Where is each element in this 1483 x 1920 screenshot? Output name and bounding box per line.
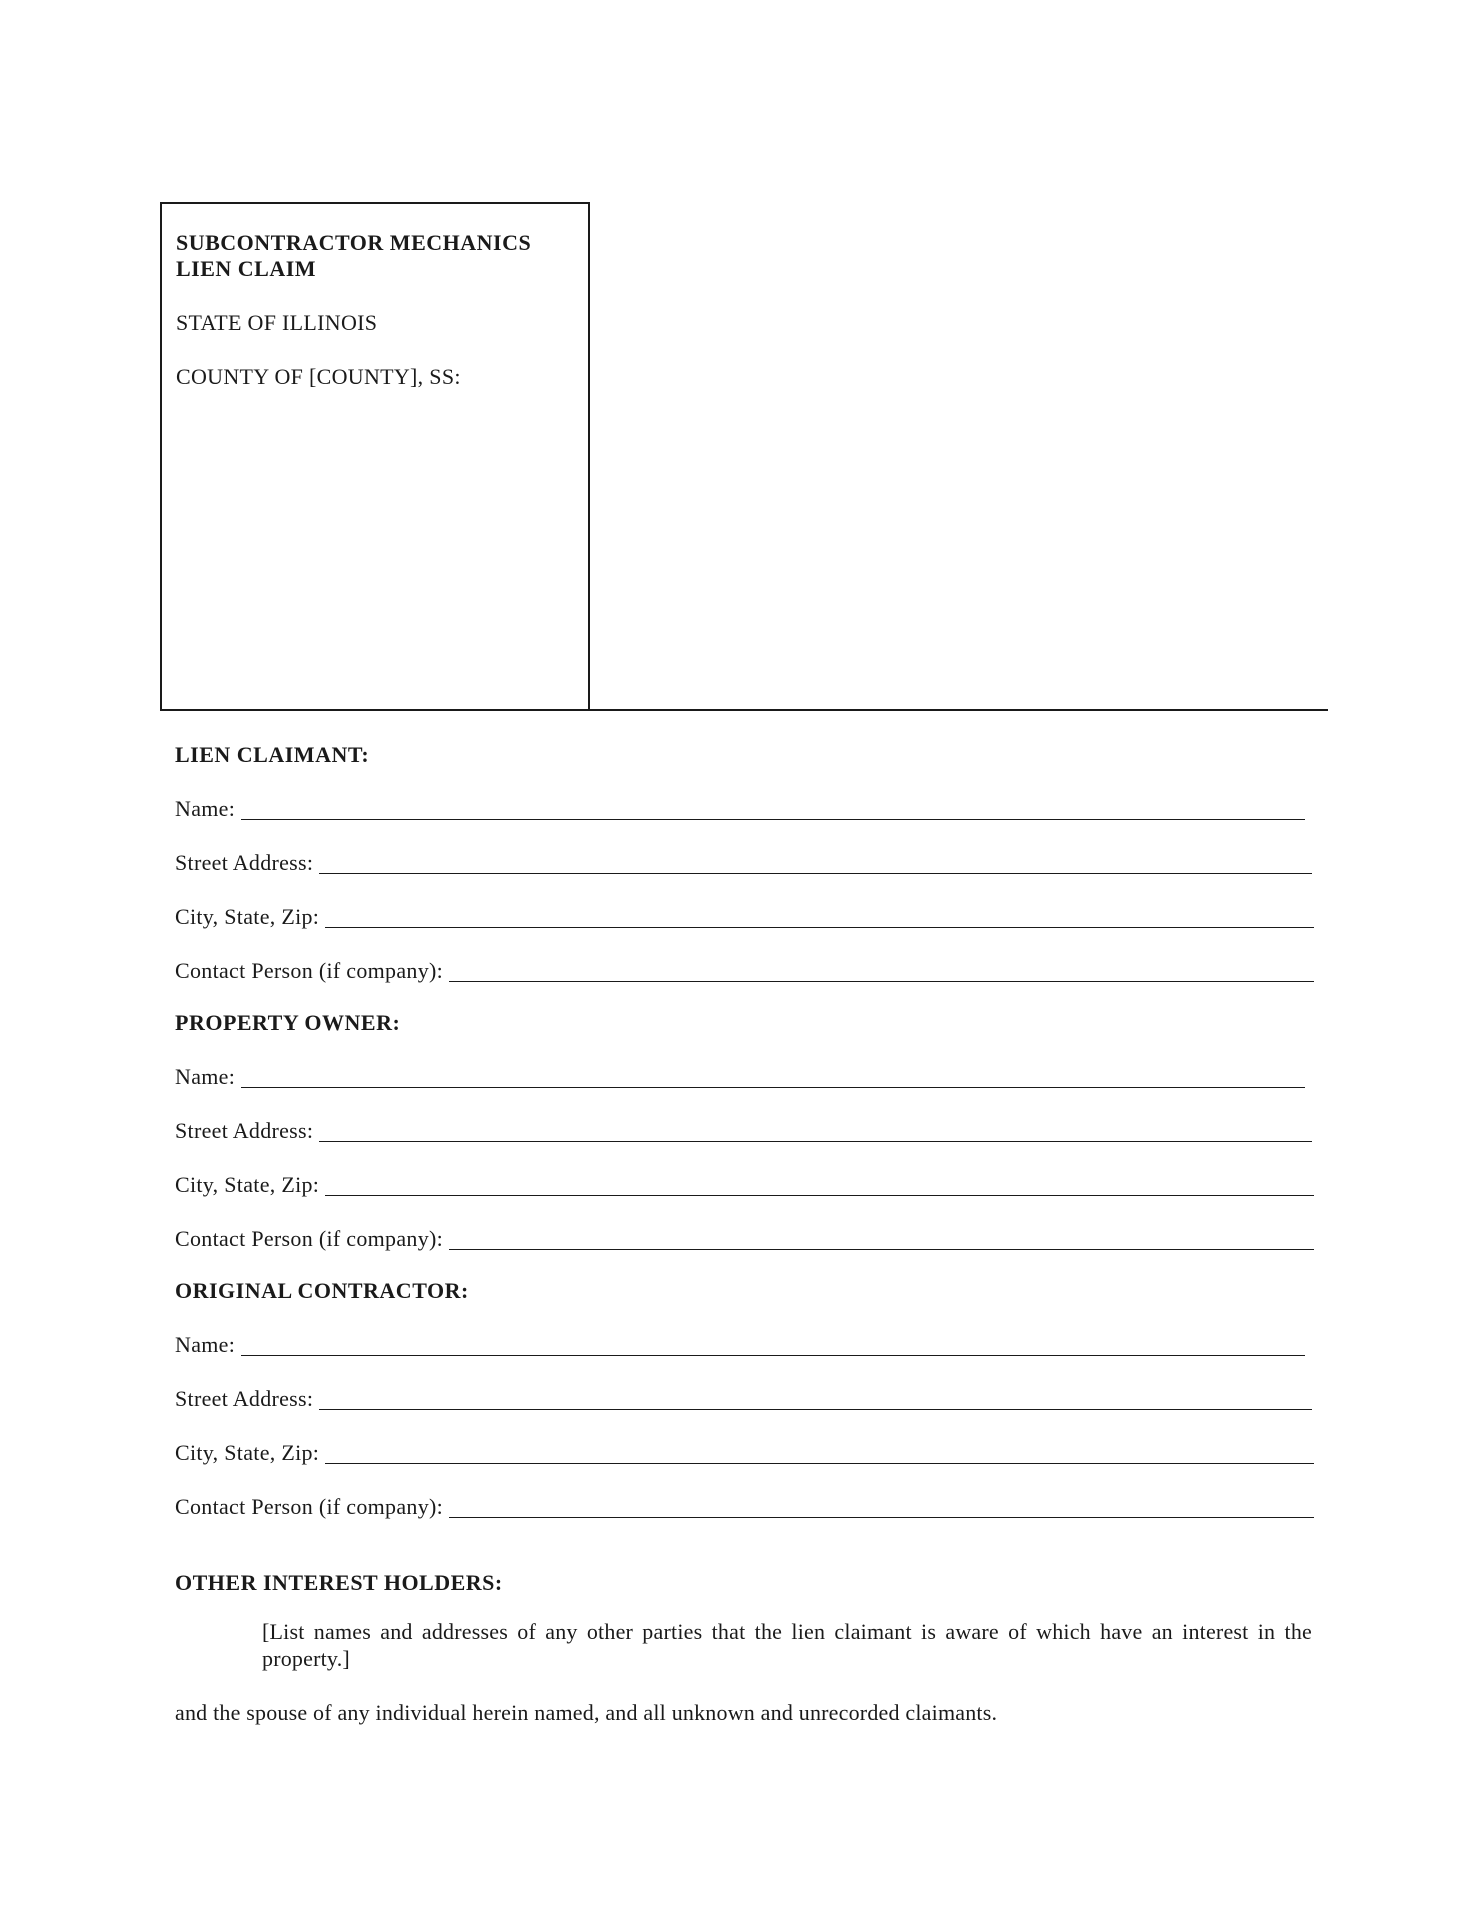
- original-contractor-contact-row: [175, 1490, 1314, 1520]
- lien-claimant-contact-row: [175, 954, 1314, 984]
- lien-claimant-city-field[interactable]: [325, 905, 1314, 928]
- field-label: Contact Person (if company):: [175, 1226, 444, 1251]
- original-contractor-city-field[interactable]: [325, 1441, 1314, 1464]
- lien-claimant-heading: LIEN CLAIMANT:: [175, 742, 370, 767]
- closing-text: and the spouse of any individual herein named, and all unknown and unrecorded claimants.: [175, 1700, 998, 1725]
- caption-divider: [160, 709, 1328, 711]
- lien-claimant-city-row: [175, 900, 1314, 930]
- property-owner-street-field[interactable]: [319, 1119, 1312, 1142]
- field-label: Name:: [175, 1064, 236, 1089]
- field-label: Street Address:: [175, 1118, 314, 1143]
- lien-claimant-street-field[interactable]: [319, 851, 1312, 874]
- original-contractor-name-field[interactable]: [241, 1333, 1305, 1356]
- property-owner-contact-row: [175, 1222, 1314, 1252]
- property-owner-heading: PROPERTY OWNER:: [175, 1010, 401, 1035]
- field-label: Name:: [175, 1332, 236, 1357]
- property-owner-city-field[interactable]: [325, 1173, 1314, 1196]
- lien-claimant-name-field[interactable]: [241, 797, 1305, 820]
- original-contractor-heading: ORIGINAL CONTRACTOR:: [175, 1278, 469, 1303]
- property-owner-city-row: [175, 1168, 1314, 1198]
- other-interest-instruction: [List names and addresses of any other parties that the lien claimant is aware of which have an interest in the property.]: [262, 1619, 1312, 1671]
- property-owner-contact-field[interactable]: [449, 1227, 1314, 1250]
- field-label: Contact Person (if company):: [175, 958, 444, 983]
- property-owner-name-field[interactable]: [241, 1065, 1305, 1088]
- lien-claimant-contact-field[interactable]: [449, 959, 1314, 982]
- other-interest-holders-heading: OTHER INTEREST HOLDERS:: [175, 1570, 503, 1595]
- original-contractor-city-row: [175, 1436, 1314, 1466]
- original-contractor-street-row: [175, 1382, 1312, 1412]
- field-label: Street Address:: [175, 1386, 314, 1411]
- field-label: City, State, Zip:: [175, 1172, 320, 1197]
- lien-claimant-street-row: [175, 846, 1312, 876]
- original-contractor-contact-field[interactable]: [449, 1495, 1314, 1518]
- county-line: COUNTY OF [COUNTY], SS:: [176, 364, 461, 389]
- property-owner-street-row: [175, 1114, 1312, 1144]
- document-title: SUBCONTRACTOR MECHANICS LIEN CLAIM: [176, 230, 532, 281]
- original-contractor-name-row: [175, 1328, 1305, 1358]
- field-label: City, State, Zip:: [175, 904, 320, 929]
- field-label: Contact Person (if company):: [175, 1494, 444, 1519]
- field-label: Name:: [175, 796, 236, 821]
- state-line: STATE OF ILLINOIS: [176, 310, 378, 335]
- caption-box: [160, 202, 590, 710]
- lien-claimant-name-row: [175, 792, 1305, 822]
- field-label: Street Address:: [175, 850, 314, 875]
- field-label: City, State, Zip:: [175, 1440, 320, 1465]
- property-owner-name-row: [175, 1060, 1305, 1090]
- original-contractor-street-field[interactable]: [319, 1387, 1312, 1410]
